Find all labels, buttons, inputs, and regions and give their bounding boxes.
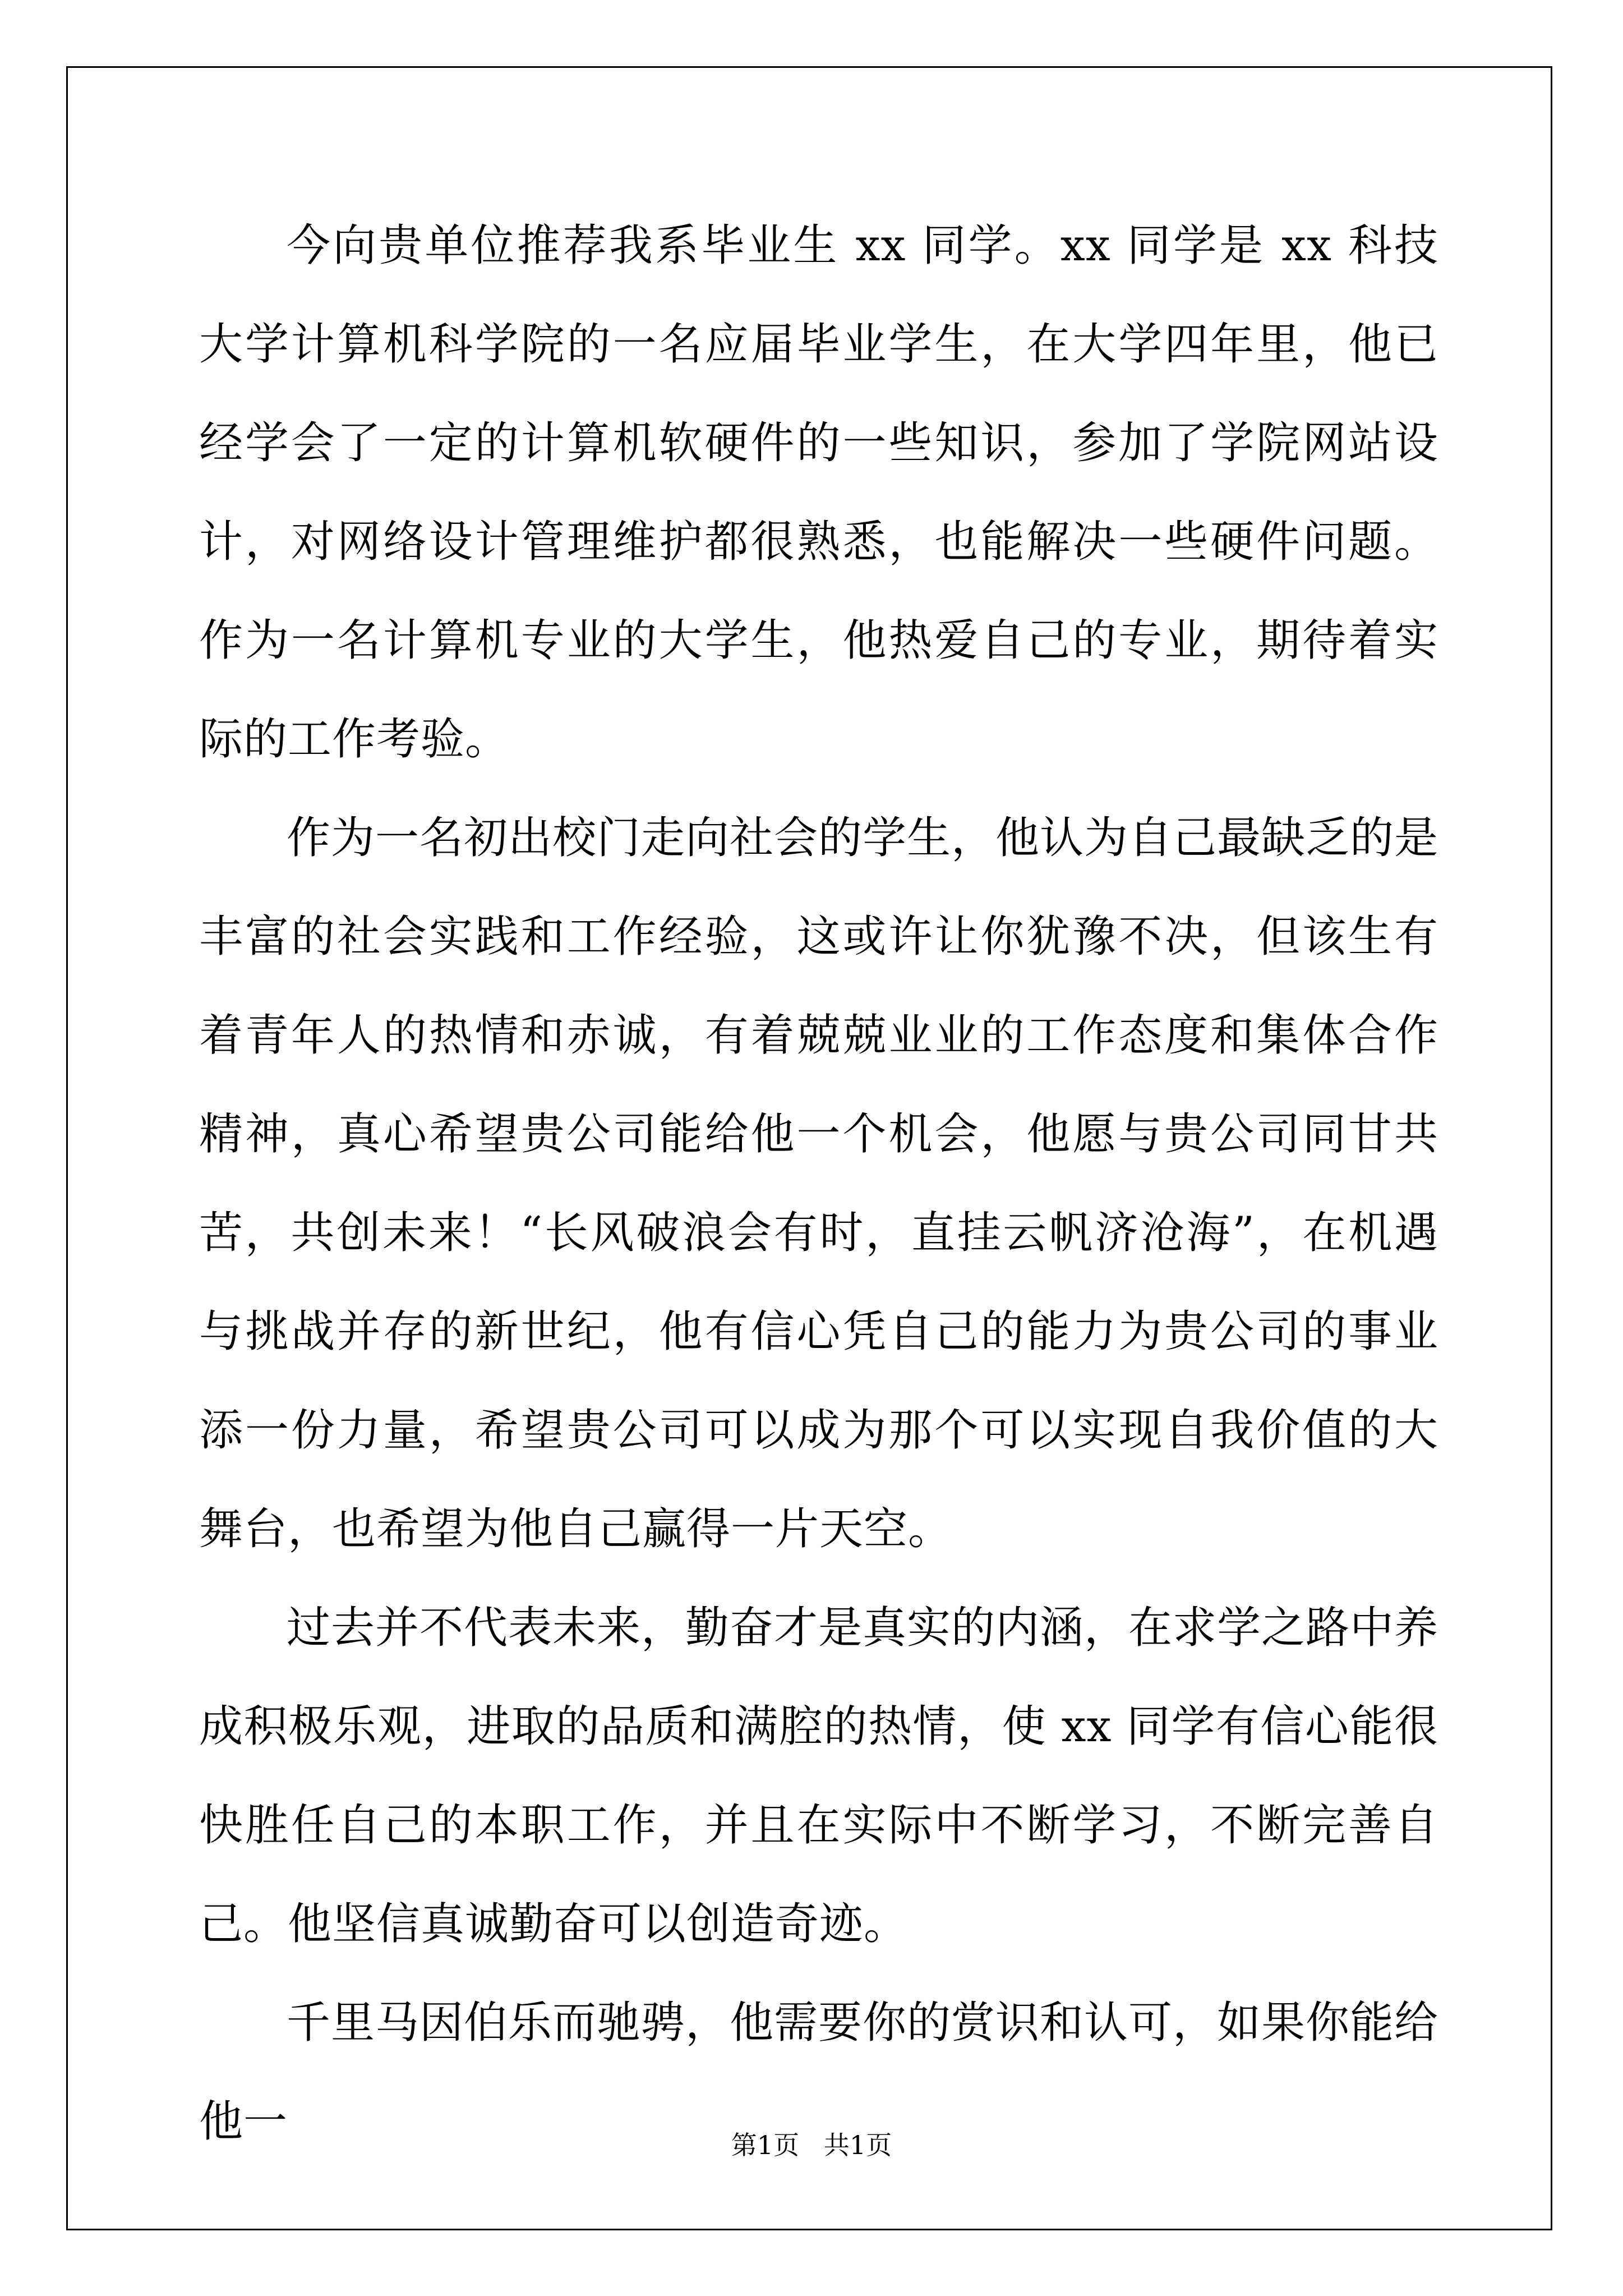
paragraph-4: 千里马因伯乐而驰骋，他需要你的赏识和认可，如果你能给他一 (199, 1998, 1439, 2147)
paragraph-2: 作为一名初出校门走向社会的学生，他认为自己最缺乏的是丰富的社会实践和工作经验，这或许让你犹豫不决，但该生有着青年人的热情和赤诚，有着兢兢业业的工作态度和集体合作精神，真心希望贵公司能给他一个机会，他愿与贵公司同甘共苦，共创未来！“长风破浪会有时，直挂云帆济沧海”，在机遇与挑战并存的新世纪，他有信心凭自己的能力为贵公司的事业添一份力量，希望贵公司可以成为那个可以实现自我价值的大舞台，也希望为他自己赢得一片天空。 (199, 813, 1439, 1554)
document-body (199, 196, 1438, 2171)
page-footer: 第1页 共1页 (731, 2130, 892, 2160)
paragraph-1: 今向贵单位推荐我系毕业生 xx 同学。xx 同学是 xx 科技大学计算机科学院的一名应届毕业学生，在大学四年里，他已经学会了一定的计算机软硬件的一些知识，参加了学院网站设计，对网络设计管理维护都很熟悉，也能解决一些硬件问题。作为一名计算机专业的大学生，他热爱自己的专业，期待着实际的工作考验。 (199, 220, 1438, 765)
paragraph-3: 过去并不代表未来，勤奋才是真实的内涵，在求学之路中养成积极乐观，进取的品质和满腔的热情，使 xx 同学有信心能很快胜任自己的本职工作，并且在实际中不断学习，不断完善自己。他坚信真诚勤奋可以创造奇迹。 (199, 1603, 1439, 1949)
